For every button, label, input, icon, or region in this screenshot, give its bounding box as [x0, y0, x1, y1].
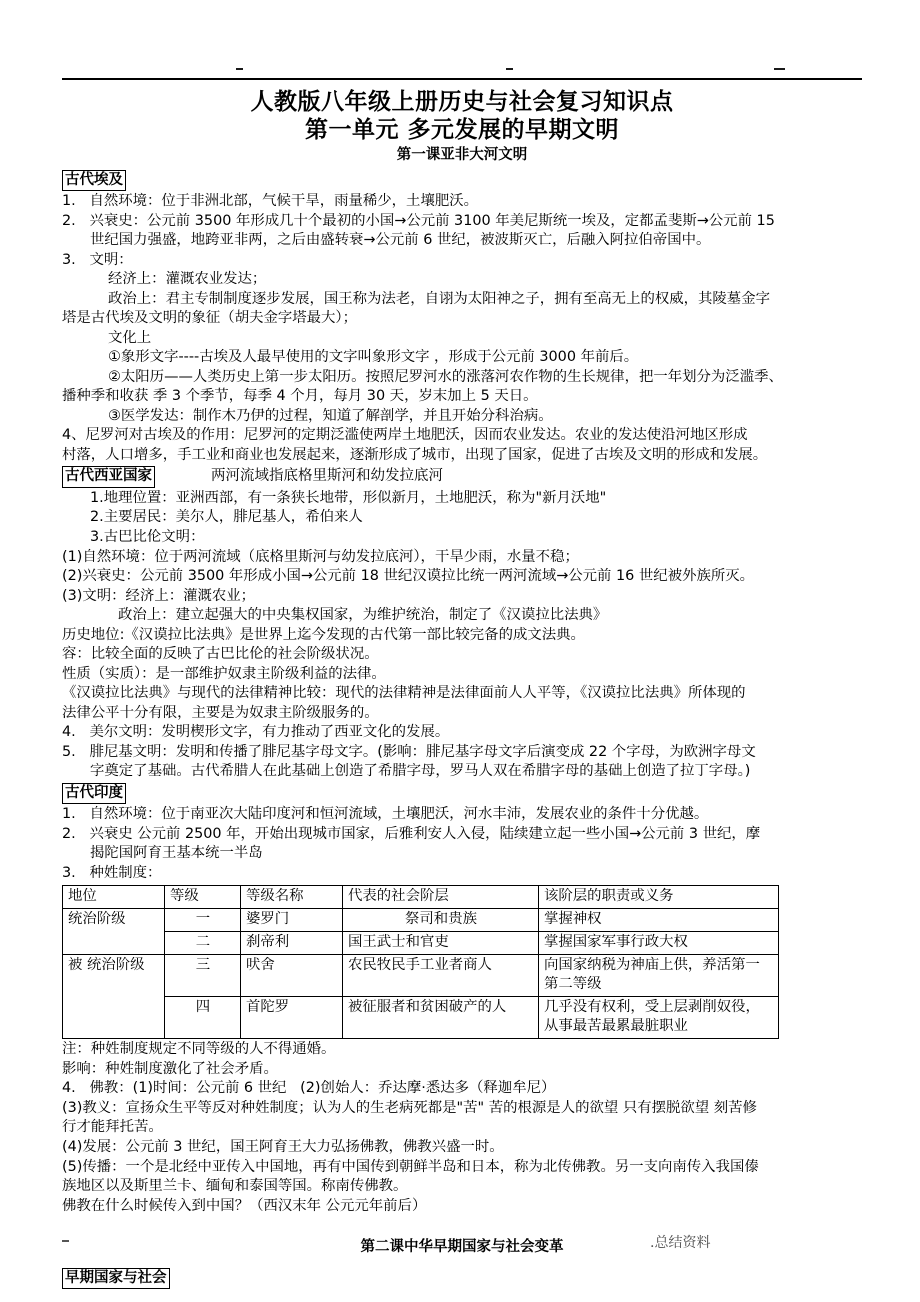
cell-rank-name-1: 婆罗门	[241, 909, 343, 932]
cell-social-class-3: 农民牧民手工业者商人	[343, 955, 539, 997]
westasia-heading-note: 两河流域指底格里斯河和幼发拉底河	[211, 468, 443, 485]
cell-social-class-1: 祭司和贵族	[343, 909, 539, 932]
section-heading-egypt-line	[62, 170, 862, 192]
header-marks	[62, 60, 862, 78]
india-line-2: 揭陀国阿育王基本统一半岛	[90, 845, 263, 862]
cell-rank-2: 二	[165, 932, 241, 955]
westasia-line-0: 1.地理位置：亚洲西部，有一条狭长地带，形似新月，土地肥沃，称为"新月沃地"	[90, 489, 607, 506]
india-after-line-0: 注：种姓制度规定不同等级的人不得通婚。	[62, 1041, 336, 1058]
westasia-line-8: 容：比较全面的反映了古巴比伦的社会阶级状况。	[62, 646, 379, 663]
egypt-line-4: 经济上：灌溉农业发达；	[108, 271, 267, 288]
egypt-line-3: 3. 文明：	[62, 251, 133, 268]
egypt-line-0: 1. 自然环境：位于非洲北部，气候干旱，雨量稀少，土壤肥沃。	[62, 193, 479, 210]
india-after-line-3: (3)教义：宣扬众生平等反对种姓制度；认为人的生老病死都是"苦" 苦的根源是人的欲望 只有摆脱欲望 刻苦修	[62, 1099, 757, 1116]
india-line-1: 2. 兴衰史 公元前 2500 年，开始出现城市国家，后雅利安人入侵，陆续建立起一些小国→公元前 3 世纪，摩	[62, 825, 761, 842]
india-after-line-6: (5)传播：一个是北经中亚传入中国地，再有中国传到朝鲜半岛和日本，称为北传佛教。另一支向南传入我国傣	[62, 1158, 759, 1175]
col-header-rank: 等级	[165, 886, 241, 909]
westasia-line-4: (2)兴衰史：公元前 3500 年形成小国→公元前 18 世纪汉谟拉比统一两河流域→公元前 16 世纪被外族所灭。	[62, 568, 755, 585]
india-after-line-2: 4. 佛教：(1)时间：公元前 6 世纪 (2)创始人：乔达摩·悉达多（释迦牟尼）	[62, 1080, 556, 1097]
westasia-line-13: 5. 腓尼基文明：发明和传播了腓尼基字母文字。(影响：腓尼基字母文字后演变成 22 个字母，为欧洲字母文	[62, 743, 756, 760]
westasia-line-14: 字奠定了基础。古代希腊人在此基础上创造了希腊字母，罗马人双在希腊字母的基础上创造了拉丁字母。)	[90, 763, 751, 780]
header-mark-1	[236, 68, 243, 70]
egypt-line-2: 世纪国力强盛，地跨亚非两，之后由盛转衰→公元前 6 世纪，被波斯灭亡，后融入阿拉伯帝国中。	[90, 232, 711, 249]
caste-system-table	[62, 885, 779, 1039]
egypt-line-1: 2. 兴衰史：公元前 3500 年形成几十个最初的小国→公元前 3100 年美尼斯统一埃及，定都孟斐斯→公元前 15	[62, 212, 775, 229]
section-heading-early-state: 早期国家与社会	[62, 1268, 170, 1290]
westasia-line-2: 3.古巴比伦文明：	[90, 529, 205, 545]
westasia-line-5: (3)文明：经济上：灌溉农业；	[62, 587, 256, 604]
cell-rank-4: 四	[165, 997, 241, 1039]
section-heading-westasia: 古代西亚国家	[62, 466, 155, 488]
section-heading-india-line	[62, 783, 862, 805]
table-row	[63, 997, 779, 1039]
page-title: 人教版八年级上册历史与社会复习知识点	[250, 89, 674, 115]
egypt-line-10: 播种季和收获 季 3 个季节，每季 4 个月，每月 30 天，岁末加上 5 天日。	[62, 388, 538, 405]
egypt-line-7: 文化上	[108, 329, 152, 346]
westasia-line-9: 性质（实质）：是一部维护奴隶主阶级利益的法律。	[62, 665, 386, 682]
india-after-line-1: 影响：种姓制度激化了社会矛盾。	[62, 1060, 278, 1077]
table-row	[63, 932, 779, 955]
egypt-line-13: 村落，人口增多，手工业和商业也发展起来，逐渐形成了城市，出现了国家，促进了古埃及文明的形成和发展。	[62, 446, 768, 463]
cell-duty-2: 掌握国家军事行政大权	[539, 932, 779, 955]
cell-status-ruled: 被 统治阶级	[63, 955, 165, 1039]
egypt-line-6: 塔是古代埃及文明的象征（胡夫金字塔最大）；	[62, 310, 358, 327]
egypt-line-9: ②太阳历——人类历史上第一步太阳历。按照尼罗河水的涨落河农作物的生长规律，把一年划分为泛滥季、	[108, 368, 783, 385]
westasia-line-6: 政治上：建立起强大的中央集权国家，为维护统治，制定了《汉谟拉比法典》	[118, 607, 608, 624]
westasia-line-10: 《汉谟拉比法典》与现代的法律精神比较：现代的法律精神是法律面前人人平等，《汉谟拉比法典》所体现的	[62, 685, 746, 702]
egypt-line-11: ③医学发达：制作木乃伊的过程，知道了解剖学，并且开始分科治病。	[108, 407, 553, 424]
cell-duty-4: 几乎没有权利，受上层剥削奴役，从事最苦最累最脏职业	[539, 997, 779, 1039]
cell-social-class-2: 国王武士和官吏	[343, 932, 539, 955]
footer-source-label: .总结资料	[650, 1235, 711, 1251]
table-header-row	[63, 886, 779, 909]
table-row	[63, 955, 779, 997]
westasia-line-1: 2.主要居民：美尔人，腓尼基人，希伯来人	[90, 509, 363, 526]
header-mark-2	[506, 68, 513, 70]
westasia-line-3: (1)自然环境：位于两河流域（底格里斯河与幼发拉底河），干旱少雨，水量不稳；	[62, 548, 579, 565]
cell-rank-name-2: 刹帝利	[241, 932, 343, 955]
india-after-line-8: 佛教在什么时候传入到中国？（西汉末年 公元元年前后）	[62, 1197, 427, 1214]
col-header-social-class: 代表的社会阶层	[343, 886, 539, 909]
westasia-line-12: 4. 美尔文明：发明楔形文字，有力推动了西亚文化的发展。	[62, 724, 450, 741]
egypt-line-8: ①象形文字----古埃及人最早使用的文字叫象形文字 ，形成于公元前 3000 年前后。	[108, 349, 639, 366]
cell-rank-1: 一	[165, 909, 241, 932]
india-after-line-7: 族地区以及斯里兰卡、缅甸和泰国等国。称南传佛教。	[62, 1178, 408, 1195]
section-heading-westasia-line	[62, 466, 862, 488]
cell-duty-3: 向国家纳税为神庙上供，养活第一第二等级	[539, 955, 779, 997]
section-heading-egypt: 古代埃及	[62, 170, 126, 192]
cell-rank-name-3: 吠舍	[241, 955, 343, 997]
section-heading-india: 古代印度	[62, 783, 126, 805]
footer-left-mark	[62, 1240, 69, 1242]
cell-social-class-4: 被征服者和贫困破产的人	[343, 997, 539, 1039]
section-heading-earlystate-line	[62, 1268, 862, 1290]
cell-status-ruling: 统治阶级	[63, 909, 165, 955]
india-after-line-5: (4)发展：公元前 3 世纪，国王阿育王大力弘扬佛教，佛教兴盛一时。	[62, 1139, 504, 1155]
cell-rank-name-4: 首陀罗	[241, 997, 343, 1039]
lesson-1-title: 第一课亚非大河文明	[396, 147, 528, 164]
egypt-line-5: 政治上：君主专制制度逐步发展，国王称为法老，自诩为太阳神之子，拥有至高无上的权威，其陵墓金字	[108, 290, 770, 307]
col-header-duty: 该阶层的职责或义务	[539, 886, 779, 909]
header-rule	[62, 78, 862, 80]
unit-title: 第一单元 多元发展的早期文明	[304, 117, 619, 144]
westasia-line-11: 法律公平十分有限，主要是为奴隶主阶级服务的。	[62, 704, 379, 721]
table-row	[63, 909, 779, 932]
india-line-0: 1. 自然环境：位于南亚次大陆印度河和恒河流域，土壤肥沃，河水丰沛，发展农业的条件十分优越。	[62, 806, 709, 823]
header-mark-3	[774, 68, 785, 70]
cell-rank-3: 三	[165, 955, 241, 997]
col-header-rank-name: 等级名称	[241, 886, 343, 909]
egypt-line-12: 4、尼罗河对古埃及的作用：尼罗河的定期泛滥使两岸土地肥沃，因而农业发达。农业的发达使沿河地区形成	[62, 427, 748, 444]
page-content	[62, 0, 862, 1290]
cell-duty-1: 掌握神权	[539, 909, 779, 932]
westasia-line-7: 历史地位:《汉谟拉比法典》是世界上迄今发现的古代第一部比较完备的成文法典。	[62, 626, 585, 643]
page-footer	[62, 1232, 862, 1254]
col-header-status: 地位	[63, 886, 165, 909]
india-after-line-4: 行才能拜托苦。	[62, 1119, 163, 1136]
india-line-3: 3. 种姓制度：	[62, 864, 162, 881]
lesson-2-title: 第二课中华早期国家与社会变革	[360, 1239, 564, 1256]
